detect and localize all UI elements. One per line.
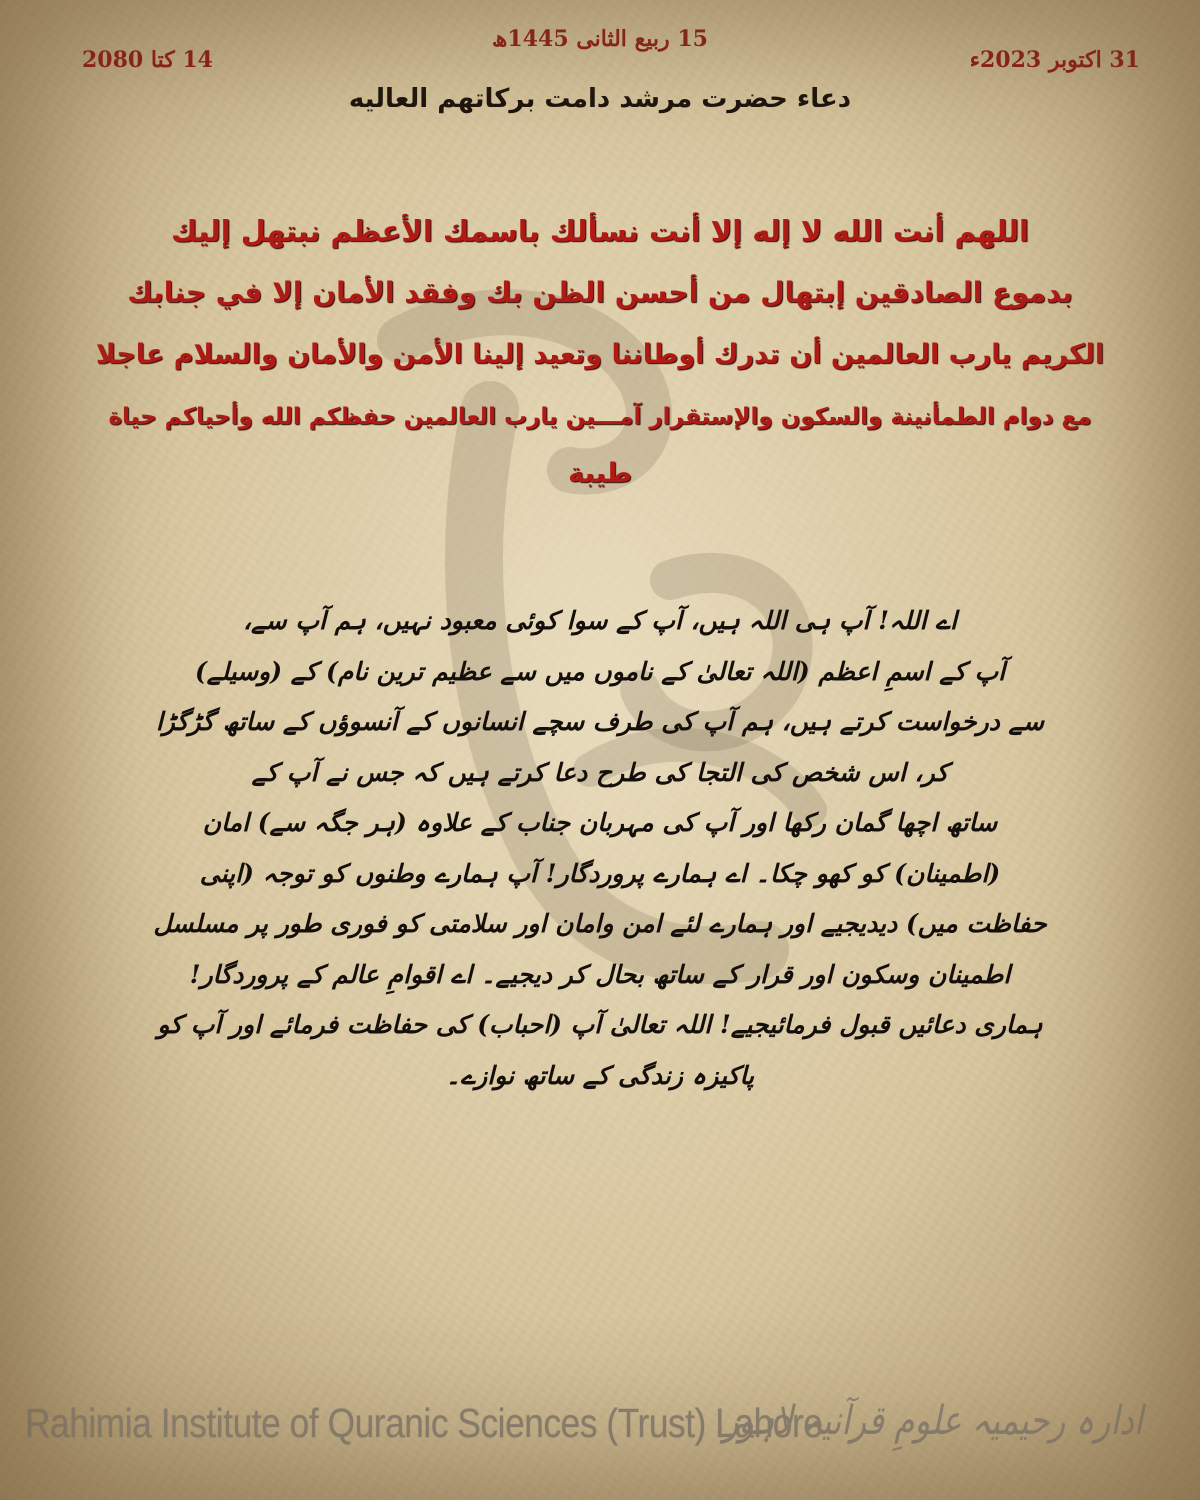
institute-logo-calligraphy: ادارہ رحیمیہ علومِ قرآنیہ لاہور xyxy=(722,1398,1143,1444)
footer-branding xyxy=(0,1398,1200,1478)
hijri-date: 15 ربیع الثانی 1445ھ xyxy=(492,26,708,52)
institute-name-english: Rahimia Institute of Quranic Sciences (Trust) Lahore xyxy=(25,1400,823,1446)
urdu-translation xyxy=(140,596,1060,1101)
urdu-line: کر، اس شخص کی التجا کی طرح دعا کرتے ہیں کہ جس نے آپ کے xyxy=(251,757,949,787)
arabic-line: الكريم يارب العالمين أن تدرك أوطاننا وتعيد إلينا الأمن والأمان والسلام عاجلا xyxy=(95,339,1105,370)
urdu-line: سے درخواست کرتے ہیں، ہم آپ کی طرف سچے انسانوں کے آنسوؤں کے ساتھ گڑگڑا xyxy=(155,707,1045,736)
bikrami-date: 14 کتا 2080 xyxy=(82,47,213,73)
arabic-line: اللهم أنت الله لا إله إلا أنت نسألك باسمك الأعظم نبتهل إليك xyxy=(171,214,1029,248)
urdu-line: حفاظت میں) دیدیجیے اور ہمارے لئے امن وامان اور سلامتی کو فوری طور پر مسلسل xyxy=(153,909,1047,938)
urdu-line: آپ کے اسمِ اعظم (اللہ تعالیٰ کے ناموں میں سے عظیم ترین نام) کے (وسیلے) xyxy=(194,656,1006,686)
arabic-prayer xyxy=(80,200,1120,500)
urdu-line: پاکیزہ زندگی کے ساتھ نوازے۔ xyxy=(445,1060,755,1090)
arabic-line: مع دوام الطمأنينة والسكون والإستقرار آمـــين يارب العالمين حفظكم الله وأحياكم حياة xyxy=(108,404,1092,430)
prayer-title: دعاء حضرت مرشد دامت برکاتهم العالیه xyxy=(348,84,852,114)
arabic-line: بدموع الصادقين إبتهال من أحسن الظن بك وفقد الأمان إلا في جنابك xyxy=(127,276,1073,309)
urdu-line: ہماری دعائیں قبول فرمائیجیے! اللہ تعالیٰ آپ (احباب) کی حفاظت فرمائے اور آپ کو xyxy=(157,1010,1043,1039)
urdu-line: ساتھ اچھا گمان رکھا اور آپ کی مہربان جناب کے علاوہ (ہر جگہ سے) امان xyxy=(202,808,998,837)
urdu-line: اے اللہ! آپ ہی اللہ ہیں، آپ کے سوا کوئی معبود نہیں، ہم آپ سے، xyxy=(243,606,957,635)
urdu-line: (اطمینان) کو کھو چکا۔ اے ہمارے پروردگار! آپ ہمارے وطنوں کو توجہ (اپنی xyxy=(199,858,1001,888)
urdu-line: اطمینان وسکون اور قرار کے ساتھ بحال کر دیجیے۔ اے اقوامِ عالم کے پروردگار! xyxy=(189,959,1011,989)
gregorian-date: 31 اکتوبر 2023ء xyxy=(969,47,1140,73)
arabic-line: طيبة xyxy=(568,458,632,489)
